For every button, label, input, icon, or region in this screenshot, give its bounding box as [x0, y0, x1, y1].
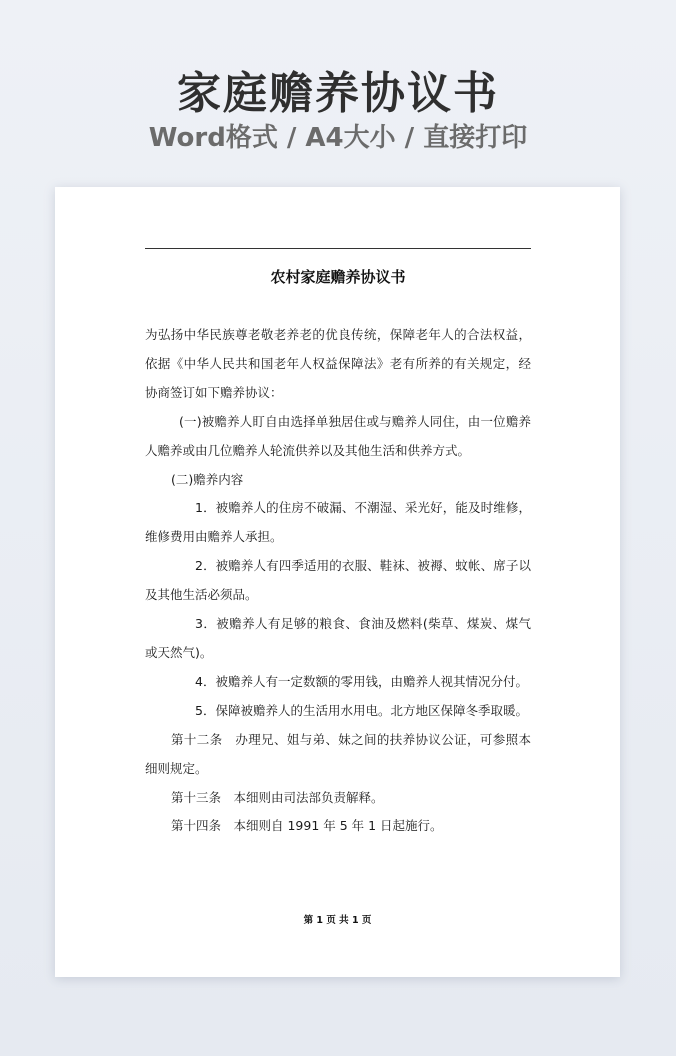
- header-rule: [145, 248, 531, 249]
- list-item-2: 2．被赡养人有四季适用的衣服、鞋袜、被褥、蚊帐、席子以及其他生活必须品。: [145, 558, 531, 603]
- list-item-3: 3．被赡养人有足够的粮食、食油及燃料(柴草、煤炭、煤气或天然气)。: [145, 616, 531, 660]
- article-14-paragraph: 第十四条 本细则自 1991 年 5 年 1 日起施行。: [171, 818, 443, 834]
- section-one-paragraph: (一)被赡养人盯自由选择单独居住或与赡养人同住，由一位赡养人赡养或由几位赡养人轮流供养以及其他生活和供养方式。: [145, 413, 531, 458]
- banner-title: 家庭赡养协议书: [177, 68, 499, 119]
- preamble-paragraph: 为弘扬中华民族尊老敬老养老的优良传统，保障老年人的合法权益，依据《中华人民共和国老年人权益保障法》老有所养的有关规定，经协商签订如下赡养协议：: [145, 327, 531, 400]
- document-body: [145, 321, 531, 841]
- list-item-5: 5．保障被赡养人的生活用水用电。北方地区保障冬季取暖。: [195, 702, 528, 718]
- article-12-paragraph: 第十二条 办理兄、姐与弟、妹之间的扶养协议公证，可参照本细则规定。: [145, 731, 531, 776]
- banner-subtitle: Word格式 / A4大小 / 直接打印: [148, 123, 528, 153]
- article-13-paragraph: 第十三条 本细则由司法部负责解释。: [171, 789, 384, 805]
- list-item-4: 4．被赡养人有一定数额的零用钱，由赡养人视其情况分付。: [195, 673, 528, 689]
- section-two-heading: (二)赡养内容: [171, 471, 244, 487]
- document-title: 农村家庭赡养协议书: [270, 268, 406, 286]
- list-item-1: 1．被赡养人的住房不破漏、不潮湿、采光好，能及时维修，维修费用由赡养人承担。: [145, 500, 531, 545]
- page-footer: 第 1 页 共 1 页: [303, 915, 372, 926]
- document-page: [55, 187, 620, 977]
